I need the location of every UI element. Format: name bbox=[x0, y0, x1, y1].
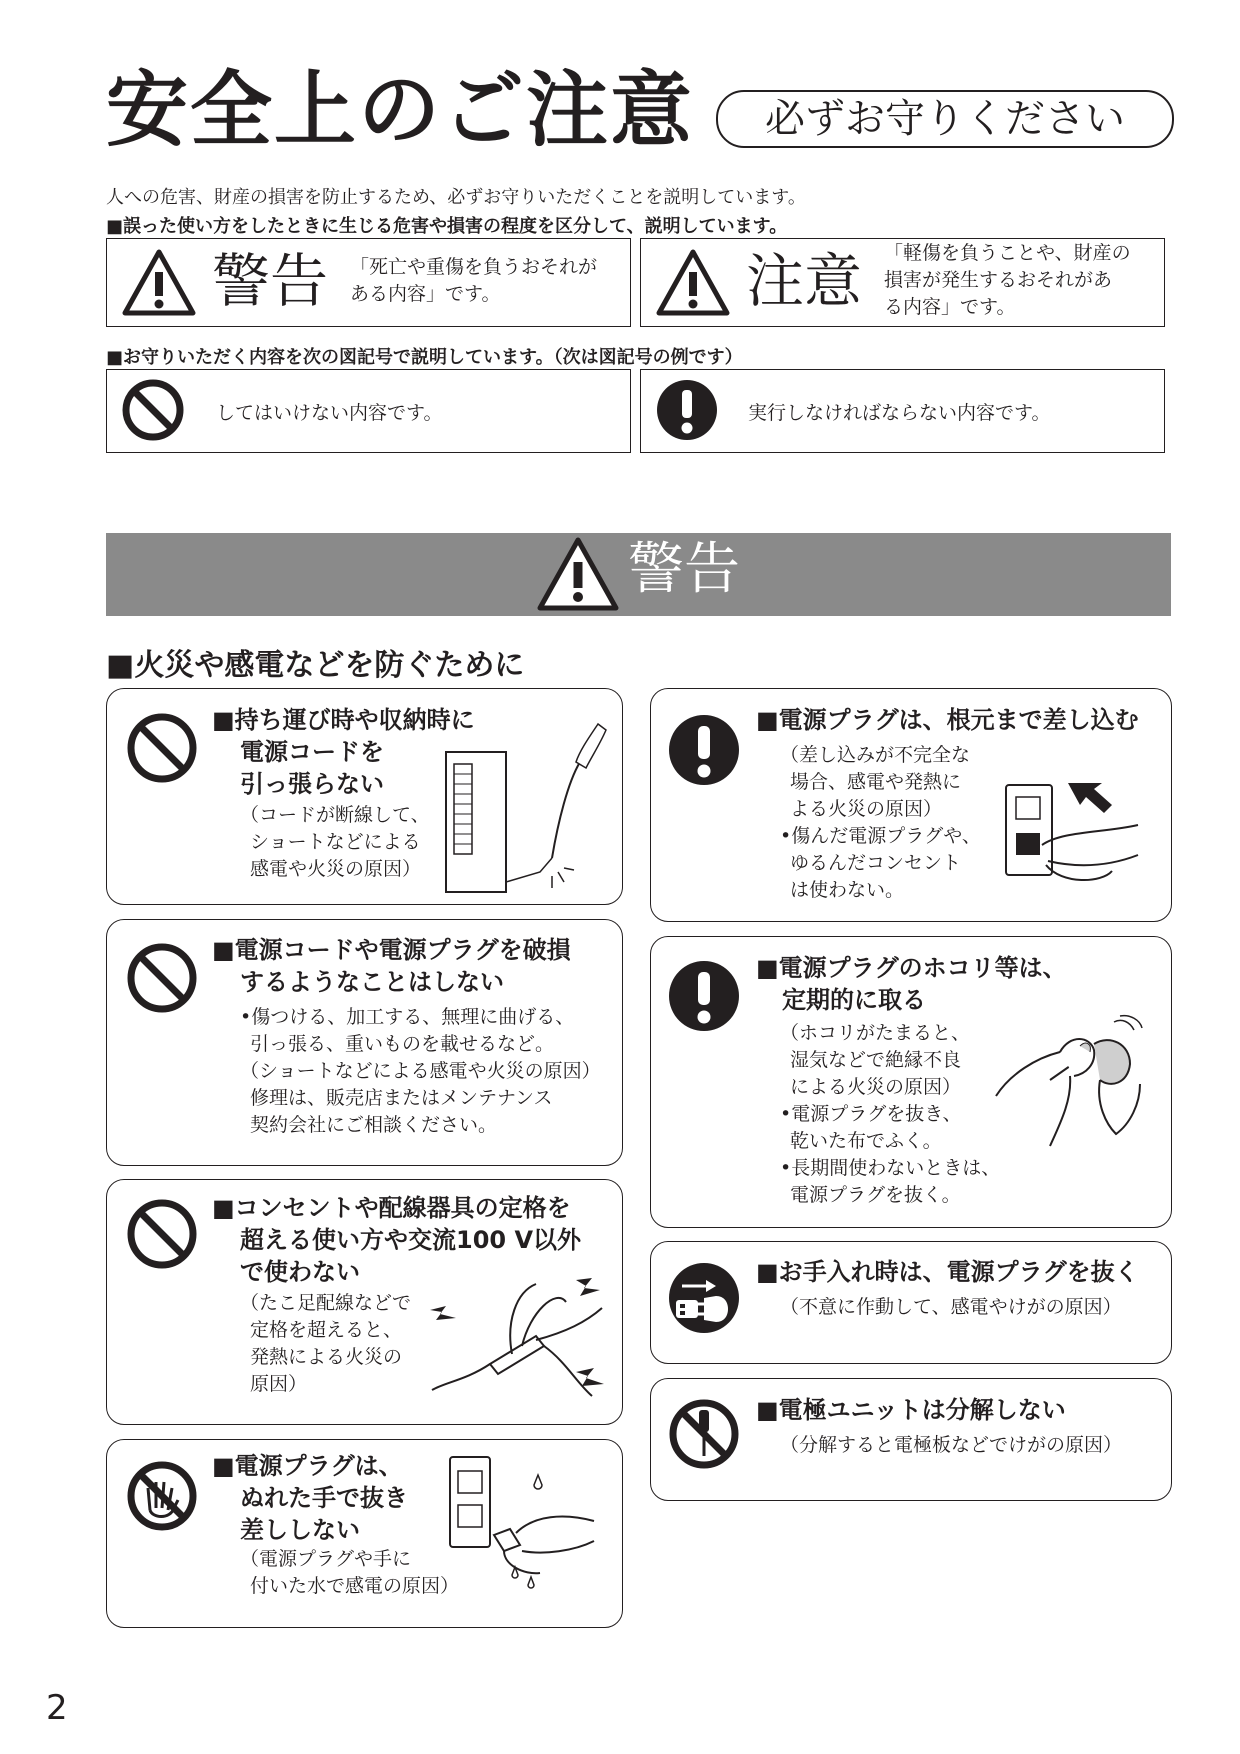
section-title: ■火災や感電などを防ぐために bbox=[106, 648, 525, 683]
card-title: ■電源プラグは、根元まで差し込む bbox=[756, 706, 1139, 734]
mandatory-icon bbox=[656, 379, 718, 441]
symbol-heading: ■お守りいただく内容を次の図記号で説明しています。（次は図記号の例です） bbox=[106, 347, 743, 368]
card-body: （電源プラグや手に 付いた水で感電の原因） bbox=[240, 1548, 460, 1597]
prohibit-icon bbox=[122, 379, 184, 441]
card-body: （不意に作動して、感電やけがの原因） bbox=[780, 1296, 1122, 1318]
no-disassembly-icon bbox=[668, 1398, 740, 1470]
card-title: ■電源プラグは、 ぬれた手で抜き 差ししない bbox=[212, 1452, 408, 1544]
card-title: ■お手入れ時は、電源プラグを抜く bbox=[756, 1258, 1139, 1286]
unplug-icon bbox=[668, 1262, 740, 1334]
prohibit-icon bbox=[126, 712, 198, 784]
warning-desc: 「死亡や重傷を負うおそれが ある内容」です。 bbox=[350, 256, 598, 305]
card-body: （分解すると電極板などでけがの原因） bbox=[780, 1434, 1123, 1456]
card-body: （コードが断線して、 ショートなどによる 感電や火災の原因） bbox=[240, 804, 430, 880]
intro-classification: ■誤った使い方をしたときに生じる危害や損害の程度を区分して、説明しています。 bbox=[106, 216, 788, 237]
card-title: ■電源コードや電源プラグを破損 するようなことはしない bbox=[212, 936, 571, 996]
card-title: ■電極ユニットは分解しない bbox=[756, 1396, 1066, 1424]
prohibit-desc: してはいけない内容です。 bbox=[216, 402, 443, 424]
card-title: ■電源プラグのホコリ等は、 定期的に取る bbox=[756, 954, 1067, 1014]
page-number: 2 bbox=[46, 1688, 68, 1728]
mandatory-desc: 実行しなければならない内容です。 bbox=[748, 402, 1051, 424]
cord-pull-illustration-icon bbox=[440, 722, 610, 892]
wet-hands-prohibit-icon bbox=[126, 1460, 198, 1532]
wet-hand-plug-illustration-icon bbox=[444, 1455, 614, 1605]
prohibit-icon bbox=[126, 1198, 198, 1270]
must-follow-badge: 必ずお守りください bbox=[716, 90, 1174, 148]
cleaning-plug-illustration-icon bbox=[990, 1014, 1150, 1154]
page-title: 安全上のご注意 bbox=[106, 63, 695, 158]
mandatory-icon bbox=[668, 960, 740, 1032]
caution-triangle-icon bbox=[656, 248, 730, 316]
intro-text: 人への危害、財産の損害を防止するため、必ずお守りいただくことを説明しています。 bbox=[106, 187, 806, 208]
card-body: •傷つける、加工する、無理に曲げる、 引っ張る、重いものを載せるなど。 （ショートなどによる感電や火災の原因） 修理は、販売店またはメンテナンス 契約会社にご相談ください。 bbox=[240, 1006, 601, 1136]
card-body: （たこ足配線などで 定格を超えると、 発熱による火災の 原因） bbox=[240, 1292, 412, 1395]
banner-warning-icon bbox=[536, 536, 620, 612]
octopus-wiring-illustration-icon bbox=[426, 1272, 612, 1412]
mandatory-icon bbox=[668, 714, 740, 786]
card-title: ■持ち運び時や収納時に 電源コードを 引っ張らない bbox=[212, 706, 475, 798]
warning-triangle-icon bbox=[122, 248, 196, 316]
card-body: （差し込みが不完全な 場合、感電や発熱に よる火災の原因） •傷んだ電源プラグや、 ゆるんだコンセント は使わない。 bbox=[780, 744, 981, 901]
plug-insert-illustration-icon bbox=[1002, 775, 1142, 885]
banner-word: 警告 bbox=[628, 537, 740, 602]
warning-word: 警告 bbox=[212, 247, 329, 315]
caution-word: 注意 bbox=[746, 247, 863, 315]
card-title: ■コンセントや配線器具の定格を 超える使い方や交流100 V以外 で使わない bbox=[212, 1194, 582, 1286]
caution-desc: 「軽傷を負うことや、財産の 損害が発生するおそれがあ る内容」です。 bbox=[884, 242, 1131, 318]
card-body: （ホコリがたまると、 湿気などで絶縁不良 による火災の原因） •電源プラグを抜き、 乾いた布でふく。 •長期間使わないときは、 電源プラグを抜く。 bbox=[780, 1022, 1001, 1206]
prohibit-icon bbox=[126, 942, 198, 1014]
